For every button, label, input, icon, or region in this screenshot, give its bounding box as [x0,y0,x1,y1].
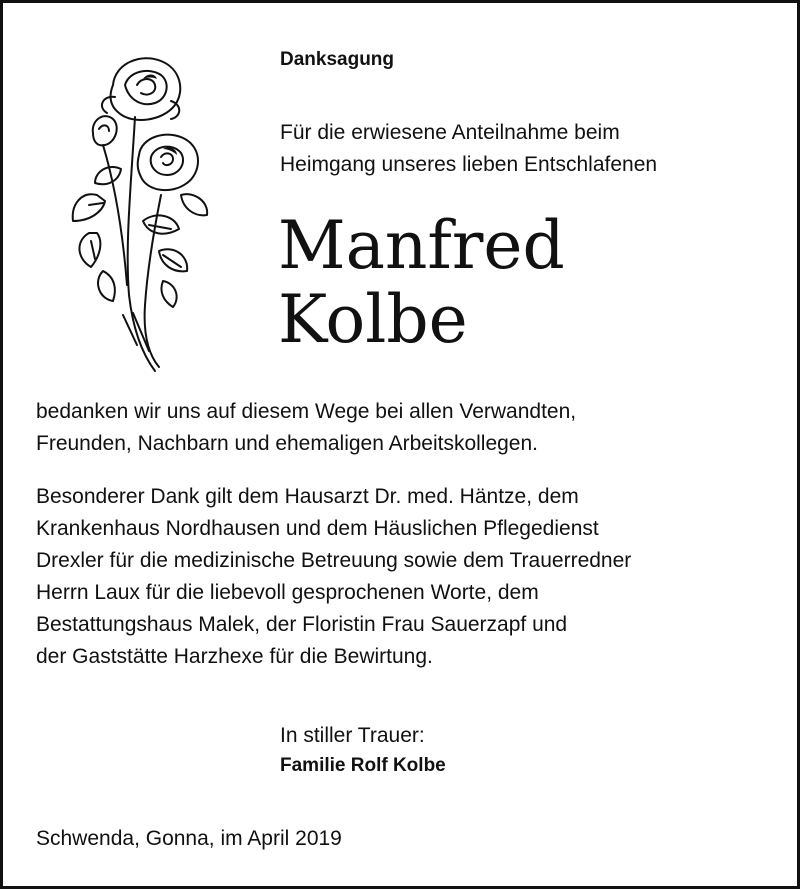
intro-text [280,117,657,181]
special-thanks-paragraph [36,481,631,673]
intro-line: Heimgang unseres lieben Entschlafenen [280,153,658,176]
signature-label: In stiller Trauer: [280,724,425,747]
deceased-name [278,209,565,357]
place-date: Schwenda, Gonna, im April 2019 [36,827,342,850]
first-name: Manfred [278,207,565,284]
paragraph-line: Bestattungshaus Malek, der Floristin Frau Sauerzapf und [36,613,568,636]
rose-icon [63,45,233,385]
paragraph-line: Krankenhaus Nordhausen und dem Häuslichen Pflegedienst [36,517,599,540]
thanks-paragraph [36,396,576,460]
signature-name: Familie Rolf Kolbe [280,755,446,776]
paragraph-line: der Gaststätte Harzhexe für die Bewirtung. [36,645,433,668]
intro-line: Für die erwiesene Anteilnahme beim [280,121,620,144]
paragraph-line: bedanken wir uns auf diesem Wege bei allen Verwandten, [36,400,577,423]
paragraph-line: Freunden, Nachbarn und ehemaligen Arbeitskollegen. [36,432,539,455]
notice-heading: Danksagung [280,49,395,70]
paragraph-line: Herrn Laux für die liebevoll gesprochenen Worte, dem [36,581,539,604]
last-name: Kolbe [278,281,468,358]
paragraph-line: Besonderer Dank gilt dem Hausarzt Dr. med. Häntze, dem [36,485,579,508]
paragraph-line: Drexler für die medizinische Betreuung sowie dem Trauerredner [36,549,632,572]
